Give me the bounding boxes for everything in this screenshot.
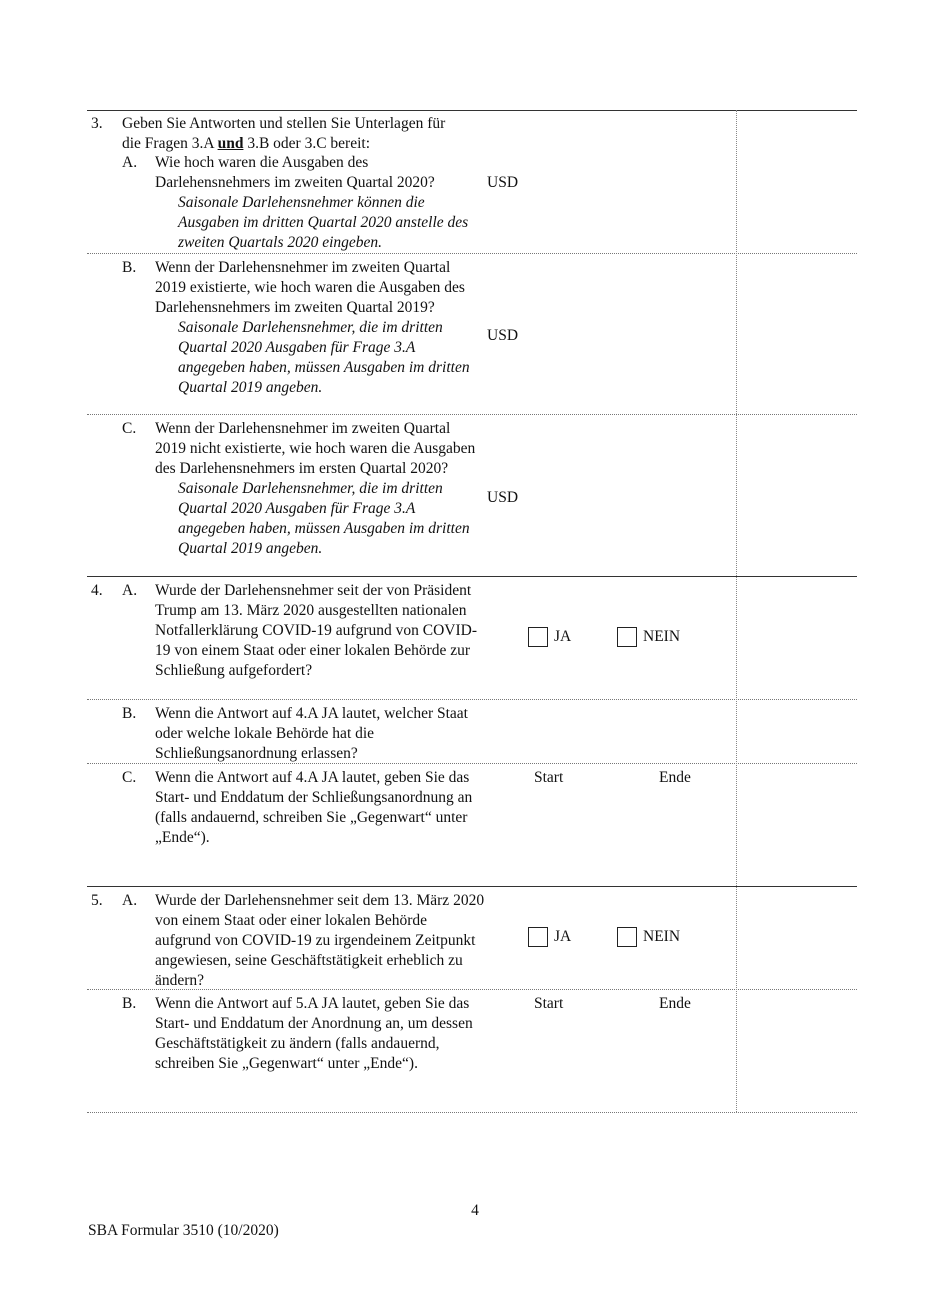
q4b-text: Wenn die Antwort auf 4.A JA lautet, welcher Staat oder welche lokale Behörde hat die Schließungsanordnung erlassen? [155,705,468,762]
q5a-no-label: NEIN [643,928,681,945]
q3a-text: Wie hoch waren die Ausgaben des Darlehensnehmers im zweiten Quartal 2020? [155,154,435,191]
q4c-text: Wenn die Antwort auf 4.A JA lautet, geben Sie das Start- und Enddatum der Schließungsanordnung an (falls andauernd, schreiben Sie „Gegenwart“ unter „Ende“). [155,769,473,846]
q3-intro-line1: Geben Sie Antworten und stellen Sie Unterlagen für [122,115,446,132]
q4a-yes-checkbox[interactable] [528,627,548,647]
q4c-end-label: Ende [659,769,691,786]
rule-3a-3b [87,253,857,254]
q3c-text: Wenn der Darlehensnehmer im zweiten Quartal 2019 nicht existierte, wie hoch waren die Ausgaben des Darlehensnehmers im ersten Quartal 2020? [155,420,476,477]
q4-number: 4. [91,582,103,599]
q3a-question [155,153,485,253]
q5b-letter: B. [122,995,137,1012]
rule-3-4 [87,576,857,577]
q3-intro [122,114,487,154]
q3a-letter: A. [122,154,138,171]
column-divider [736,110,737,1112]
rule-4a-4b [87,699,857,700]
q3b-letter: B. [122,259,137,276]
q4a-no-checkbox[interactable] [617,627,637,647]
q5a-letter: A. [122,892,138,909]
q5-number: 5. [91,892,103,909]
q4a-yes-label: JA [554,628,572,645]
form-footer: SBA Formular 3510 (10/2020) [88,1222,279,1239]
q4c-start-label: Start [534,769,564,786]
q3-intro-und: und [217,135,244,152]
q4a-letter: A. [122,582,138,599]
q5a-no-option[interactable] [617,927,680,947]
q3c-question [155,419,485,559]
rule-top [87,110,857,111]
q4a-no-option[interactable] [617,627,680,647]
q4a-text: Wurde der Darlehensnehmer seit der von Präsident Trump am 13. März 2020 ausgestellten nationalen Notfallerklärung COVID-19 aufgrund von COVID-19 von einem Staat oder einer lokalen Behörde zur Schließung aufgefordert? [155,582,477,679]
q5a-yes-label: JA [554,928,572,945]
q3-intro-line2-pre: die Fragen 3.A [122,135,218,152]
q3b-text: Wenn der Darlehensnehmer im zweiten Quartal 2019 existierte, wie hoch waren die Ausgaben des Darlehensnehmers im zweiten Quartal 2019? [155,259,465,316]
q4a-yes-option[interactable] [528,627,571,647]
q4c-letter: C. [122,769,137,786]
rule-3b-3c [87,414,857,415]
q3b-usd-label: USD [487,327,519,344]
q5a-no-checkbox[interactable] [617,927,637,947]
q3c-letter: C. [122,420,137,437]
q4b-letter: B. [122,705,137,722]
rule-4-5 [87,886,857,887]
page-number: 4 [471,1202,479,1219]
q5b-text: Wenn die Antwort auf 5.A JA lautet, geben Sie das Start- und Enddatum der Anordnung an, um dessen Geschäftstätigkeit zu ändern (falls andauernd, schreiben Sie „Gegenwart“ unter „Ende“). [155,995,473,1072]
q5a-yes-checkbox[interactable] [528,927,548,947]
q5a-text: Wurde der Darlehensnehmer seit dem 13. März 2020 von einem Staat oder einer lokalen Behörde aufgrund von COVID-19 zu irgendeinem Zeitpunkt angewiesen, seine Geschäftstätigkeit erheblich zu ändern? [155,892,485,989]
q3c-usd-label: USD [487,489,519,506]
q3c-note: Saisonale Darlehensnehmer, die im dritten Quartal 2020 Ausgaben für Frage 3.A angegeben haben, müssen Ausgaben im dritten Quartal 2019 angeben. [178,480,470,557]
q3b-question [155,258,485,398]
q5b-start-label: Start [534,995,564,1012]
q4a-no-label: NEIN [643,628,681,645]
q3a-usd-label: USD [487,174,519,191]
q5b-end-label: Ende [659,995,691,1012]
q3-intro-line2-post: 3.B oder 3.C bereit: [243,135,371,152]
q3a-note: Saisonale Darlehensnehmer können die Ausgaben im dritten Quartal 2020 anstelle des zweiten Quartals 2020 eingeben. [178,194,469,251]
q3-number: 3. [91,115,103,132]
rule-bottom [87,1112,857,1113]
q3b-note: Saisonale Darlehensnehmer, die im dritten Quartal 2020 Ausgaben für Frage 3.A angegeben haben, müssen Ausgaben im dritten Quartal 2019 angeben. [178,319,470,396]
q5a-yes-option[interactable] [528,927,571,947]
